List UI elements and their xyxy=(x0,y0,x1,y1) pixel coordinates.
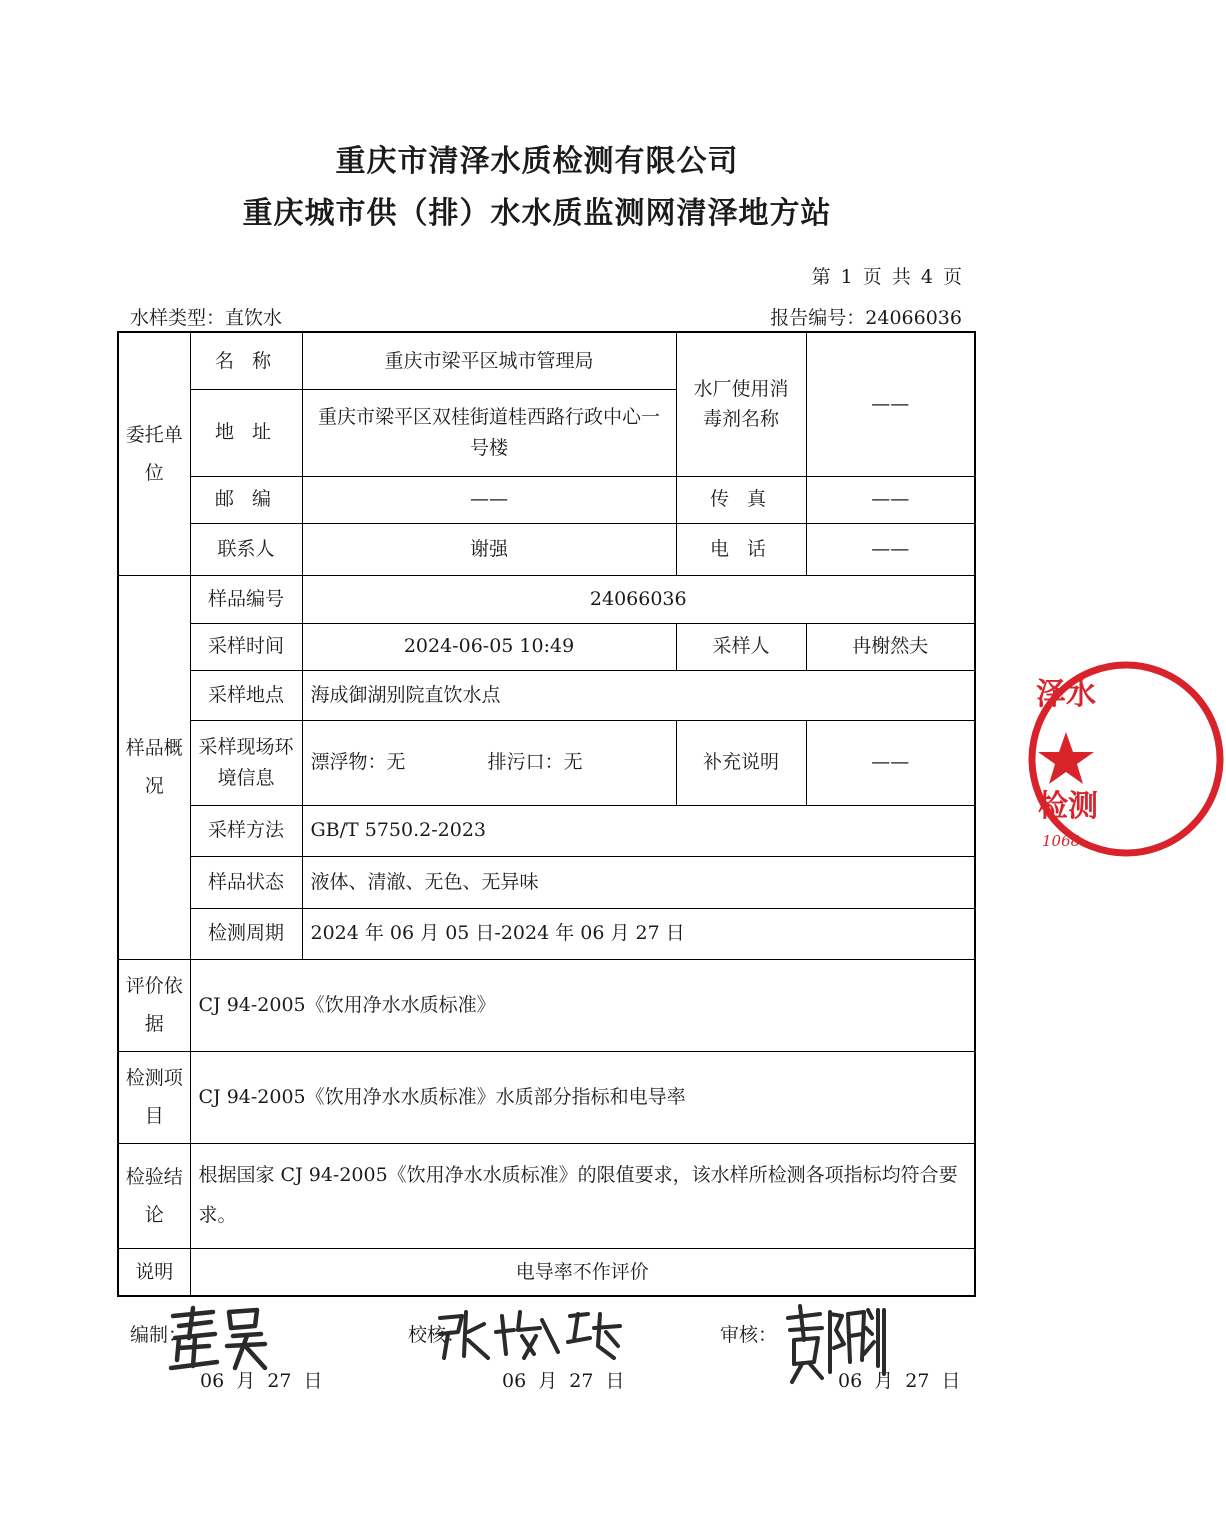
fax-value: —— xyxy=(806,476,975,523)
client-name-label: 名 称 xyxy=(190,332,302,389)
sample-section-label: 样品概况 xyxy=(118,575,190,959)
checked-date: 06 月 27 日 xyxy=(502,1370,625,1392)
sample-id-label: 样品编号 xyxy=(190,575,302,623)
contact-label: 联系人 xyxy=(190,523,302,575)
report-number: 报告编号：24066036 xyxy=(770,307,962,329)
client-address-label: 地 址 xyxy=(190,389,302,476)
sample-env-label: 采样现场环境信息 xyxy=(190,720,302,805)
postcode-label: 邮 编 xyxy=(190,476,302,523)
svg-text:检测: 检测 xyxy=(1038,789,1098,824)
items-value: CJ 94-2005《饮用净水水质标准》水质部分指标和电导率 xyxy=(190,1051,975,1143)
supplement-label: 补充说明 xyxy=(676,720,806,805)
sample-location: 海成御湖别院直饮水点 xyxy=(302,670,975,720)
company-title: 重庆市清泽水质检测有限公司 xyxy=(335,144,739,179)
test-period: 2024 年 06 月 05 日-2024 年 06 月 27 日 xyxy=(302,908,975,959)
conclusion-value: 根据国家 CJ 94-2005《饮用净水水质标准》的限值要求，该水样所检测各项指标均符合要求。 xyxy=(190,1143,975,1248)
basis-label: 评价依据 xyxy=(118,959,190,1051)
sample-env-value xyxy=(302,720,676,805)
note-label: 说明 xyxy=(118,1248,190,1296)
client-name: 重庆市梁平区城市管理局 xyxy=(302,332,676,389)
basis-value: CJ 94-2005《饮用净水水质标准》 xyxy=(190,959,975,1051)
sample-state-label: 样品状态 xyxy=(190,856,302,908)
sampler-label: 采样人 xyxy=(676,623,806,670)
sample-method-label: 采样方法 xyxy=(190,805,302,856)
phone-value: —— xyxy=(806,523,975,575)
sample-state: 液体、清澈、无色、无异味 xyxy=(302,856,975,908)
floating-matter: 漂浮物：无 xyxy=(310,751,406,774)
sample-type: 水样类型：直饮水 xyxy=(130,307,283,329)
checked-signature xyxy=(430,1302,630,1366)
disinfectant-label: 水厂使用消毒剂名称 xyxy=(676,332,806,476)
contact-value: 谢强 xyxy=(302,523,676,575)
phone-label: 电 话 xyxy=(676,523,806,575)
items-label: 检测项目 xyxy=(118,1051,190,1143)
sewage-outlet: 排污口：无 xyxy=(487,751,583,774)
client-address: 重庆市梁平区双桂街道桂西路行政中心一号楼 xyxy=(302,389,676,476)
sample-location-label: 采样地点 xyxy=(190,670,302,720)
svg-text:泽水: 泽水 xyxy=(1036,677,1096,712)
sample-method: GB/T 5750.2-2023 xyxy=(302,805,975,856)
disinfectant-value: —— xyxy=(806,332,975,476)
svg-text:1068: 1068 xyxy=(1042,832,1081,850)
postcode-value: —— xyxy=(302,476,676,523)
prepared-date: 06 月 27 日 xyxy=(200,1370,323,1392)
supplement-value: —— xyxy=(806,720,975,805)
station-title: 重庆城市供（排）水水质监测网清泽地方站 xyxy=(242,196,832,231)
approved-signature xyxy=(780,1300,890,1386)
seal-graphic xyxy=(1026,654,1226,864)
checked-label: 校核： xyxy=(408,1324,466,1346)
fax-label: 传 真 xyxy=(676,476,806,523)
sampler-value: 冉榭然夫 xyxy=(806,623,975,670)
prepared-label: 编制： xyxy=(130,1324,188,1346)
approved-date: 06 月 27 日 xyxy=(838,1370,961,1392)
conclusion-label: 检验结论 xyxy=(118,1143,190,1248)
sample-id: 24066036 xyxy=(302,575,975,623)
sample-time-label: 采样时间 xyxy=(190,623,302,670)
report-table xyxy=(117,331,976,1297)
sample-time: 2024-06-05 10:49 xyxy=(302,623,676,670)
client-section-label: 委托单位 xyxy=(118,332,190,575)
note-value: 电导率不作评价 xyxy=(190,1248,975,1296)
company-seal xyxy=(1026,654,1096,864)
test-period-label: 检测周期 xyxy=(190,908,302,959)
approved-label: 审核： xyxy=(720,1324,778,1346)
prepared-signature xyxy=(165,1302,275,1374)
page-info: 第 1 页 共 4 页 xyxy=(811,266,962,288)
